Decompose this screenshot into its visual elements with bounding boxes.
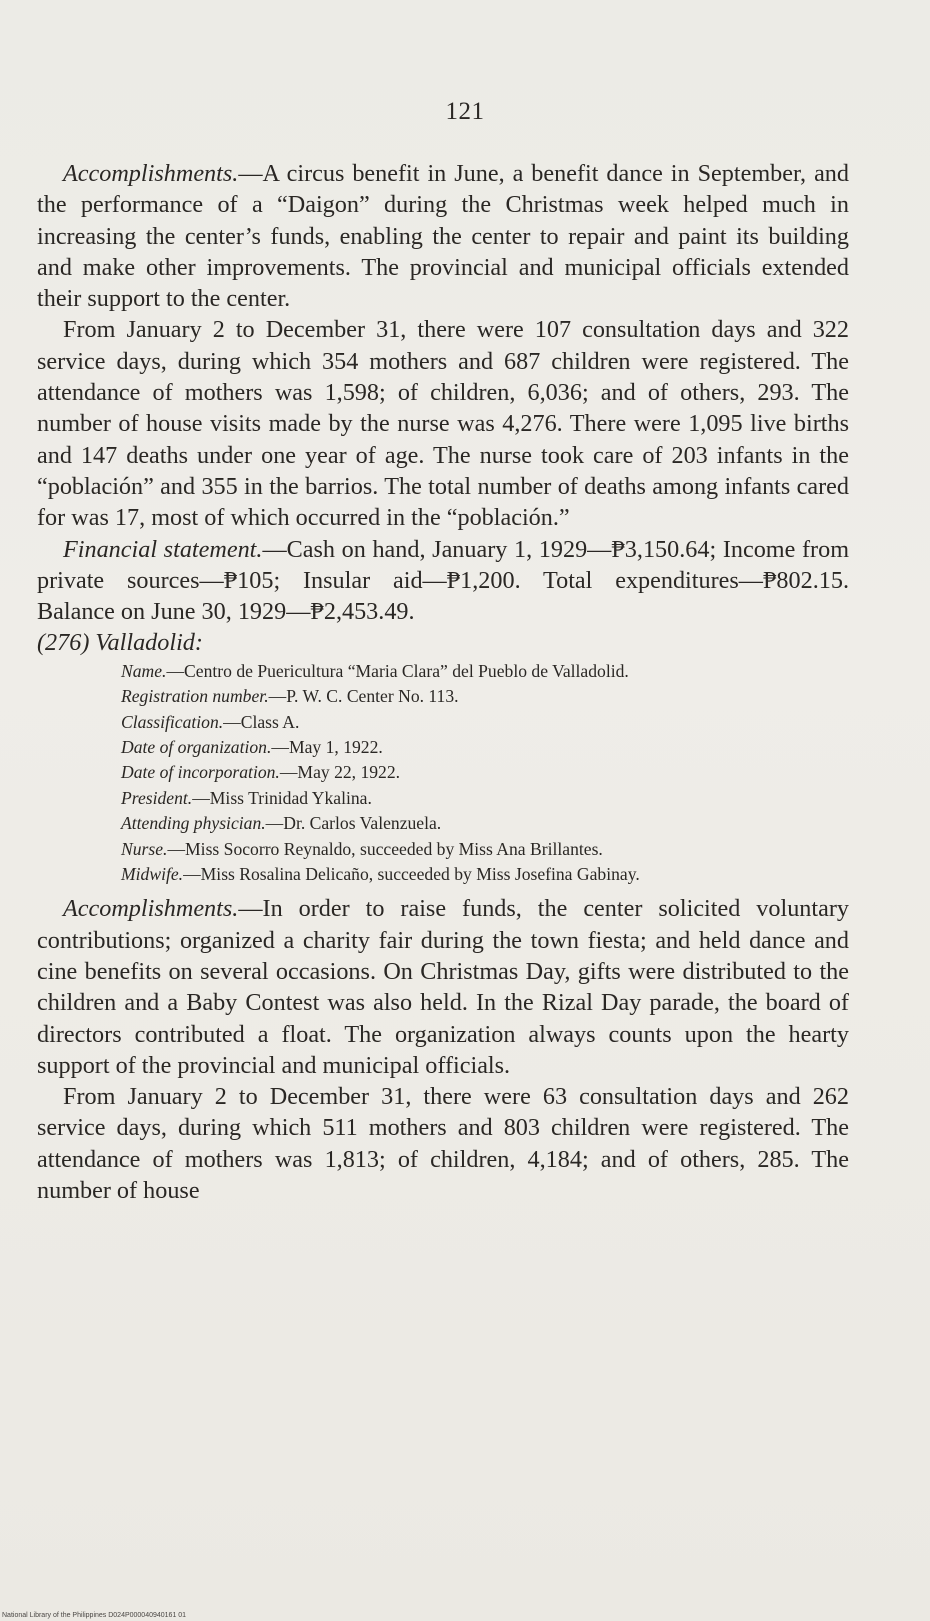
footer-note: National Library of the Philippines D024P000040940161 01 xyxy=(2,1612,187,1619)
detail-value: —Dr. Carlos Valenzuela. xyxy=(265,813,442,834)
paragraph-accomplishments-2 xyxy=(37,893,849,1081)
paragraph-body: From January 2 to December 31, there were 107 consultation days and 322 service days, during which 354 mothers and 687 children were registered. The attendance of mothers was 1,598; of children, 6,036; and of others, 293. The number of house visits made by the nurse was 4,276. There were 1,095 live births and 147 deaths under one year of age. The nurse took care of 203 infants in the “población” and 355 in the barrios. The total number of deaths among infants cared for was 17, most of which occurred in the “población.” xyxy=(37,316,849,532)
detail-row xyxy=(121,862,849,887)
paragraph-lead: Accomplishments. xyxy=(63,160,239,187)
paragraph-body: —Cash on hand, January 1, 1929—₱3,150.64; Income from private sources—₱105; Insular aid—₱1,200. Total expenditures—₱802.15. Balance on June 30, 1929—₱2,453.49. xyxy=(37,535,850,626)
paragraph-statistics-1 xyxy=(37,314,849,533)
detail-row xyxy=(121,710,849,735)
detail-label: Date of organization. xyxy=(121,736,272,757)
detail-value: —Miss Socorro Reynaldo, succeeded by Miss Ana Brillantes. xyxy=(167,838,603,859)
detail-label: Name. xyxy=(121,660,167,681)
detail-value: —Centro de Puericultura “Maria Clara” del Pueblo de Valladolid. xyxy=(166,660,629,681)
detail-label: Classification. xyxy=(121,711,224,732)
detail-value: —Miss Rosalina Delicaño, succeeded by Miss Josefina Gabinay. xyxy=(183,864,640,884)
detail-row xyxy=(121,811,849,836)
detail-value: —May 1, 1922. xyxy=(271,736,383,757)
paragraph-accomplishments-1 xyxy=(37,158,849,314)
detail-row xyxy=(121,659,849,684)
detail-row xyxy=(121,760,849,785)
detail-label: Attending physician. xyxy=(121,813,266,834)
paragraph-statistics-2 xyxy=(37,1081,849,1206)
detail-row xyxy=(121,735,849,760)
detail-value: —Class A. xyxy=(223,711,300,732)
section-heading: (276) Valladolid: xyxy=(37,629,203,657)
center-details xyxy=(121,659,849,894)
detail-value: —P. W. C. Center No. 113. xyxy=(268,686,459,707)
detail-label: Midwife. xyxy=(121,864,184,884)
paragraph-body: —A circus benefit in June, a benefit dance in September, and the performance of a “Daigon” during the Christmas week helped much in increasing the center’s funds, enabling the center to repair and paint its building and make other improvements. The provincial and municipal officials extended their support to the center. xyxy=(37,160,849,313)
detail-row xyxy=(121,786,849,811)
main-text xyxy=(37,158,849,1206)
detail-label: President. xyxy=(121,787,193,808)
paragraph-financial-statement xyxy=(37,534,849,628)
paragraph-lead: Accomplishments. xyxy=(63,895,239,923)
detail-label: Nurse. xyxy=(121,838,168,859)
detail-value: —May 22, 1922. xyxy=(279,762,401,783)
detail-value: —Miss Trinidad Ykalina. xyxy=(192,787,372,808)
detail-row xyxy=(121,837,849,862)
detail-label: Date of incorporation. xyxy=(121,762,280,783)
paragraph-body: —In order to raise funds, the center solicited voluntary contributions; organized a charity fair during the town fiesta; and held dance and cine benefits on several occasions. On Christmas Day, gifts were distributed to the children and a Baby Contest was also held. In the Rizal Day parade, the board of directors contributed a float. The organization always counts upon the hearty support of the provincial and municipal officials. xyxy=(37,895,849,1079)
page-number: 121 xyxy=(445,98,485,125)
detail-row xyxy=(121,684,849,709)
detail-label: Registration number. xyxy=(121,686,269,707)
paragraph-body: From January 2 to December 31, there were 63 consultation days and 262 service days, during which 511 mothers and 803 children were registered. The attendance of mothers was 1,813; of children, 4,184; and of others, 285. The number of house xyxy=(37,1083,849,1205)
paragraph-lead: Financial statement. xyxy=(63,535,263,563)
